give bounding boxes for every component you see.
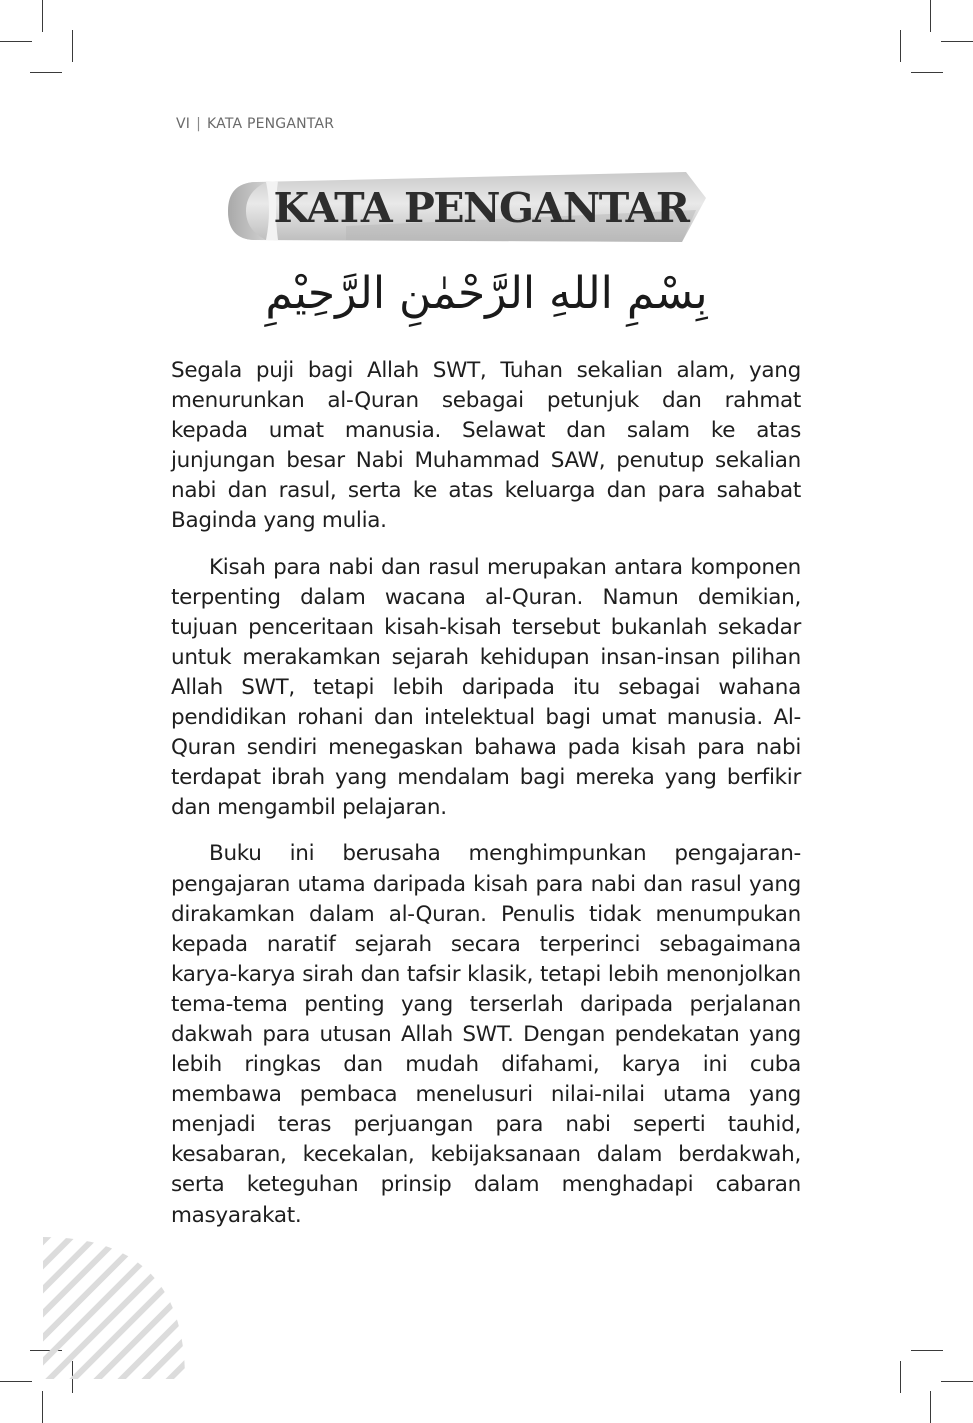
crop-mark <box>930 0 931 32</box>
chapter-title-banner <box>226 170 708 248</box>
crop-mark <box>30 72 62 73</box>
crop-mark <box>42 1391 43 1423</box>
crop-mark <box>941 41 973 42</box>
paragraph: Kisah para nabi dan rasul merupakan antara komponen terpenting dalam wacana al-Quran. Namun demikian, tujuan penceritaan kisah-kisah tersebut bukanlah sekadar untuk merakamkan sejarah kehidupan insan-insan pilihan Allah SWT, tetapi lebih daripada itu sebagai wahana pendidikan rohani dan intelektual bagi umat manusia. Al-Quran sendiri menegaskan bahawa pada kisah para nabi terdapat ibrah yang mendalam bagi mereka yang berfikir dan mengambil pelajaran. <box>171 554 801 821</box>
crop-mark <box>42 0 43 32</box>
crop-mark <box>911 1350 943 1351</box>
crop-mark <box>941 1381 973 1382</box>
page-number: VI <box>176 116 191 132</box>
chapter-title: KATA PENGANTAR <box>273 184 689 232</box>
crop-mark <box>911 72 943 73</box>
crop-mark <box>72 30 73 62</box>
paragraph: Buku ini berusaha menghimpunkan pengajaran-pengajaran utama daripada kisah para nabi dan rasul yang dirakamkan dalam al-Quran. Penulis tidak menumpukan kepada naratif sejarah secara terperinci sebagaimana karya-karya sirah dan tafsir klasik, tetapi lebih menonjolkan tema-tema penting yang terserlah daripada perjalanan dakwah para utusan Allah SWT. Dengan pendekatan yang lebih ringkas dan mudah difahami, karya ini cuba membawa pembaca menelusuri nilai-nilai utama yang menjadi teras perjuangan para nabi seperti tauhid, kesabaran, kecekalan, kebijaksanaan dalam berdakwah, serta keteguhan prinsip dalam menghadapi cabaran masyarakat. <box>171 841 801 1228</box>
running-head <box>176 116 334 132</box>
crop-mark <box>930 1391 931 1423</box>
decorative-stripes-ornament <box>43 1237 185 1379</box>
crop-mark <box>900 1361 901 1393</box>
running-head-section: KATA PENGANTAR <box>207 116 335 132</box>
basmala-calligraphy: بِسْمِ اللهِ الرَّحْمٰنِ الرَّحِيْمِ <box>265 268 708 319</box>
crop-mark <box>0 1381 32 1382</box>
paragraph: Segala puji bagi Allah SWT, Tuhan sekalian alam, yang menurunkan al-Quran sebagai petunjuk dan rahmat kepada umat manusia. Selawat dan salam ke atas junjungan besar Nabi Muhammad SAW, penutup sekalian nabi dan rasul, serta ke atas keluarga dan para sahabat Baginda yang mulia. <box>171 358 801 534</box>
body-text <box>171 356 801 1247</box>
running-head-separator: | <box>196 116 202 132</box>
crop-mark <box>0 41 32 42</box>
crop-mark <box>900 30 901 62</box>
